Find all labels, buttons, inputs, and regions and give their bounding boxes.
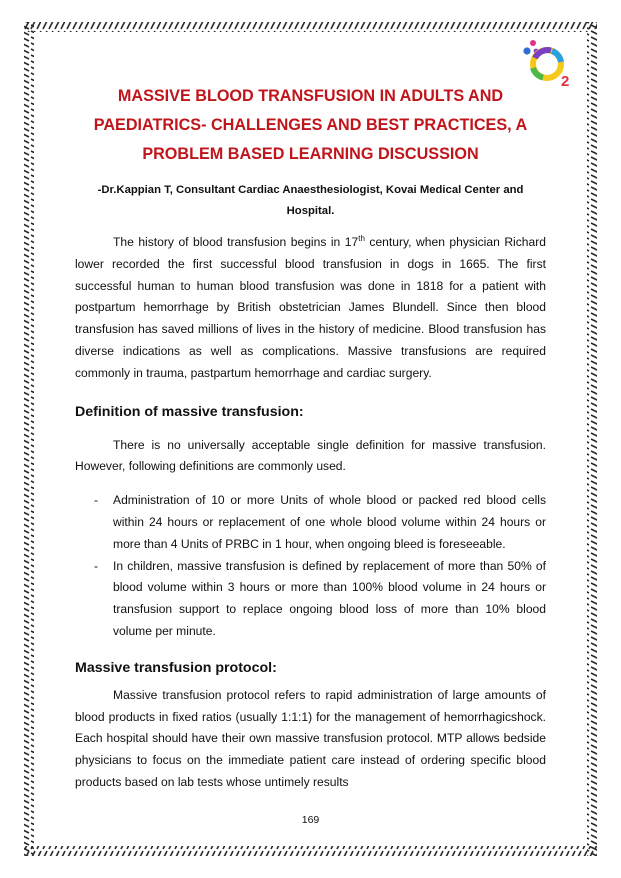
- document-title: MASSIVE BLOOD TRANSFUSION IN ADULTS AND PAEDIATRICS- CHALLENGES AND BEST PRACTICES, A PROBLEM BASED LEARNING DISCUSSION: [93, 87, 528, 163]
- author-line: -Dr.Kappian T, Consultant Cardiac Anaesthesiologist, Kovai Medical Center and Hospital.: [97, 184, 524, 217]
- definition-paragraph: There is no universally acceptable single definition for massive transfusion. However, following definitions are commonly used.: [75, 437, 546, 474]
- section-heading-protocol: Massive transfusion protocol:: [75, 659, 277, 676]
- intro-paragraph: The history of blood transfusion begins in 17th century, when physician Richard lower recorded the first successful blood transfusion in dogs in 1665. The first successful human to human blood transfusion was done in 1818 for a patient with postpartum hemorrhage by British obstetrician James Blundell. Since then blood transfusion has saved millions of lives in the history of medicine. Blood transfusion has diverse indications as well as complications. Massive transfusions are required commonly in trauma, pastpartum hemorrhage and cardiac surgery.: [75, 233, 546, 380]
- list-item: - In children, massive transfusion is defined by replacement of more than 50% of blood volume within 3 hours or more than 100% blood volume in 24 hours or transfusion support to replace ongoing blood loss of more than 10% blood volume per minute.: [75, 556, 546, 643]
- page-number: 169: [301, 814, 320, 826]
- document-body: [75, 82, 546, 794]
- bullet-marker: -: [94, 493, 99, 508]
- list-item: - Administration of 10 or more Units of whole blood or packed red blood cells within 24 hours or replacement of one whole blood volume within 24 hours or more than 4 Units of PRBC in 1 hour, when ongoing bleed is foreseeable.: [75, 490, 546, 555]
- definition-list: [75, 490, 546, 643]
- section-heading-definition: Definition of massive transfusion:: [75, 403, 304, 420]
- protocol-paragraph: Massive transfusion protocol refers to rapid administration of large amounts of blood products in fixed ratios (usually 1:1:1) for the management of hemorrhagicshock. Each hospital should have their own massive transfusion protocol. MTP allows bedside physicians to focus on the immediate patient care instead of ordering specific blood products based on lab tests whose untimely results: [75, 687, 546, 789]
- svg-text:2: 2: [561, 73, 570, 90]
- bullet-marker: -: [94, 558, 99, 573]
